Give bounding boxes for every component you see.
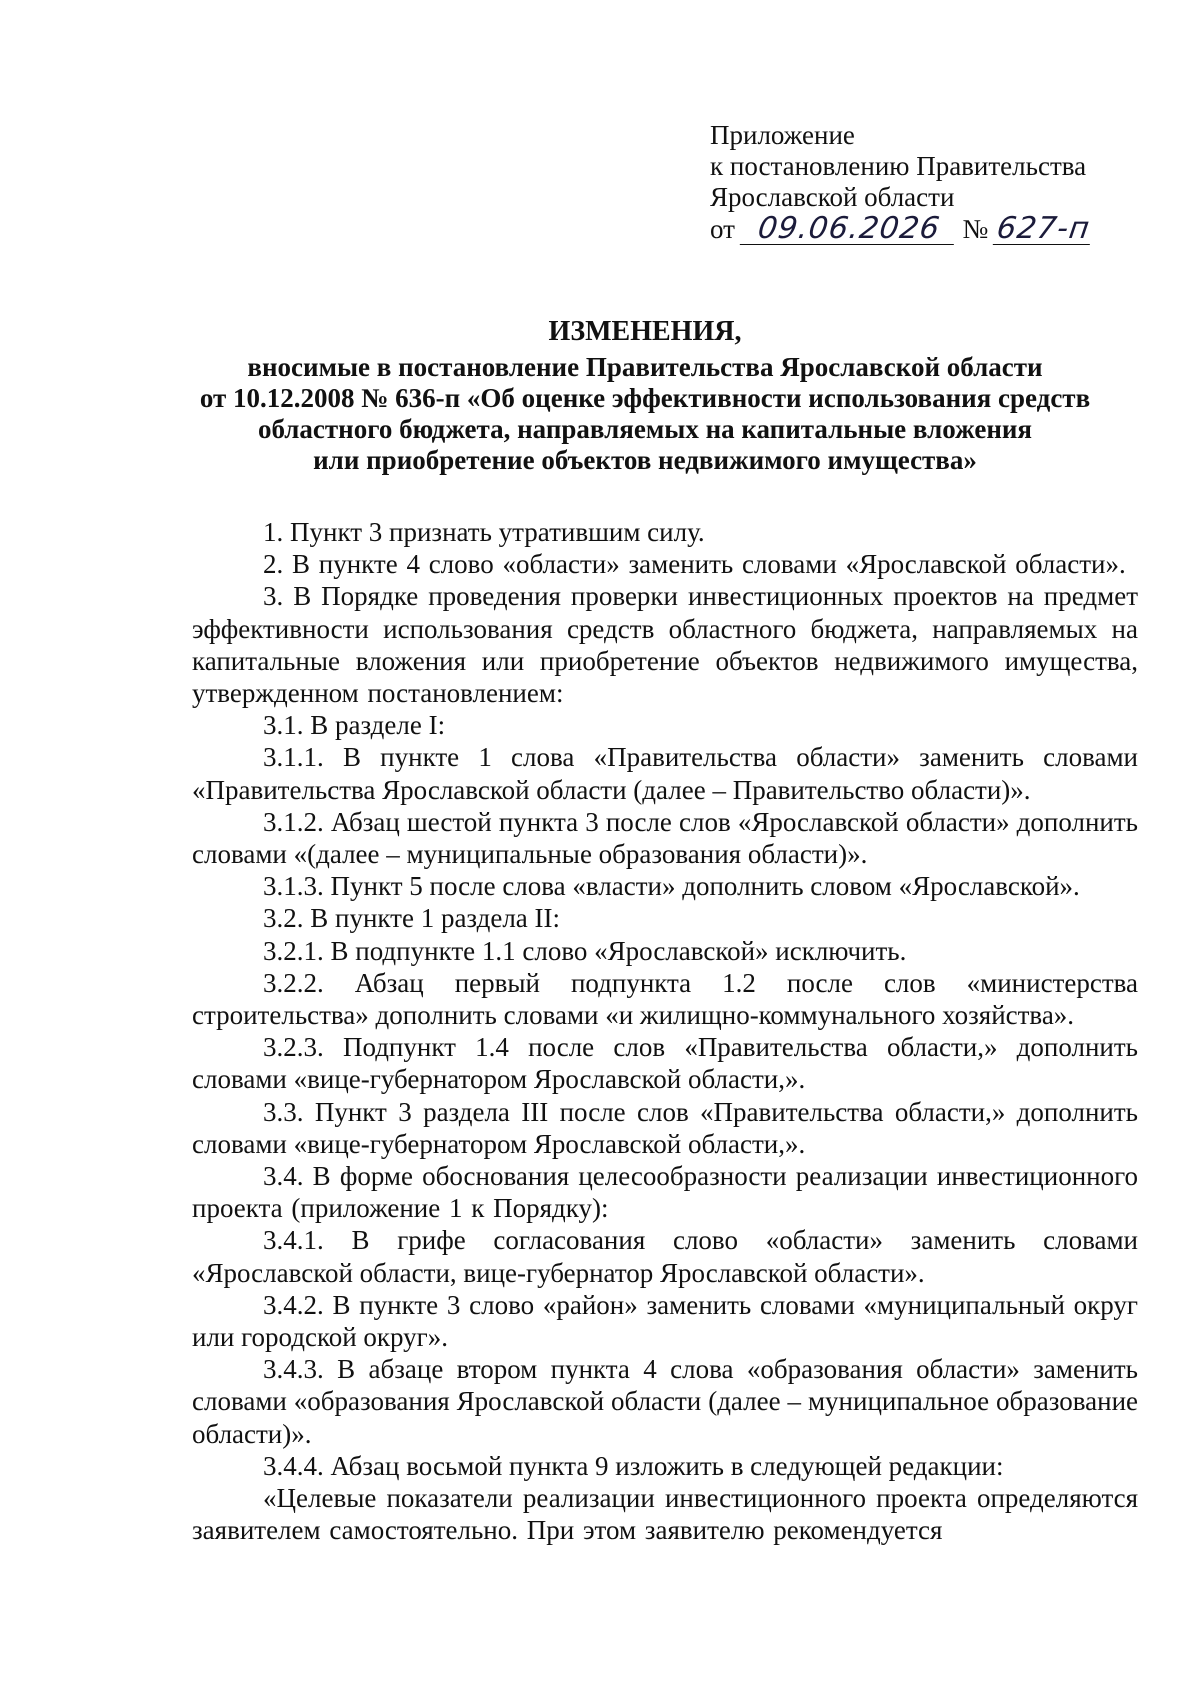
title-line-3: областного бюджета, направляемых на капитальные вложения (257, 414, 1033, 444)
annex-region: Ярославской области (710, 182, 955, 212)
paragraph-3-1-2: 3.1.2. Абзац шестой пункта 3 после слов «Ярославской области» дополнить словами «(далее – муниципальные образования области)». (192, 806, 1138, 870)
annex-resolution-ref: к постановлению Правительства (710, 151, 1087, 181)
paragraph-quote: «Целевые показатели реализации инвестиционного проекта определяются заявителем самостоятельно. При этом заявителю рекомендуется (192, 1483, 1138, 1546)
annex-title: Приложение (710, 120, 855, 150)
title-line-1: вносимые в постановление Правительства Ярославской области (247, 352, 1043, 382)
paragraph-3-4: 3.4. В форме обоснования целесообразности реализации инвестиционного проекта (приложение 1 к Порядку): (192, 1161, 1138, 1224)
paragraph-3-2-1: 3.2.1. В подпункте 1.1 слово «Ярославской» исключить. (263, 935, 907, 966)
annex-header (710, 120, 1092, 245)
annex-date-number-line (710, 213, 1092, 245)
paragraph-3-1-3: 3.1.3. Пункт 5 после слова «власти» дополнить словом «Ярославской». (263, 871, 1080, 902)
paragraph-3-2-3: 3.2.3. Подпункт 1.4 после слов «Правительства области,» дополнить словами «вице-губернатором Ярославской области,». (192, 1032, 1138, 1095)
number-label: № (962, 214, 989, 244)
document-body (192, 516, 1138, 1547)
document-title (150, 316, 1140, 476)
from-label: от (710, 214, 735, 244)
paragraph-3-3: 3.3. Пункт 3 раздела III после слов «Правительства области,» дополнить словами «вице-губернатором Ярославской области,». (192, 1096, 1138, 1159)
paragraph-3-4-3: 3.4.3. В абзаце втором пункта 4 слова «образования области» заменить словами «образования Ярославской области (далее – муниципальное образование области)». (192, 1354, 1138, 1449)
paragraph-3-2: 3.2. В пункте 1 раздела II: (263, 903, 561, 934)
paragraph-3-1-1: 3.1.1. В пункте 1 слова «Правительства области» заменить словами «Правительства Ярославской области (далее – Правительство области)». (192, 742, 1138, 805)
paragraph-3-4-4: 3.4.4. Абзац восьмой пункта 9 изложить в следующей редакции: (263, 1450, 1004, 1481)
paragraph-3-1: 3.1. В разделе I: (263, 710, 446, 741)
handwritten-date: 09.06.2026 (739, 213, 957, 245)
paragraph-3-2-2: 3.2.2. Абзац первый подпункта 1.2 после слов «министерства строительства» дополнить словами «и жилищно-коммунального хозяйства». (192, 967, 1138, 1031)
title-line-4: или приобретение объектов недвижимого имущества» (313, 445, 977, 475)
paragraph-3-4-1: 3.4.1. В грифе согласования слово «области» заменить словами «Ярославской области, вице-губернатор Ярославской области». (192, 1225, 1138, 1288)
paragraph-1: 1. Пункт 3 признать утратившим силу. (263, 517, 705, 547)
title-main: ИЗМЕНЕНИЯ, (548, 316, 742, 347)
paragraph-3: 3. В Порядке проведения проверки инвестиционных проектов на предмет эффективности использования средств областного бюджета, направляемых на капитальные вложения или приобретение объектов недвижимого имущества, утвержденном постановлением: (192, 581, 1138, 709)
paragraph-2: 2. В пункте 4 слово «области» заменить словами «Ярославской области». (263, 549, 1126, 580)
handwritten-number: 627-п (994, 211, 1093, 246)
title-line-2: от 10.12.2008 № 636-п «Об оценке эффективности использования средств (199, 383, 1091, 413)
paragraph-3-4-2: 3.4.2. В пункте 3 слово «район» заменить словами «муниципальный округ или городской округ». (192, 1289, 1138, 1353)
